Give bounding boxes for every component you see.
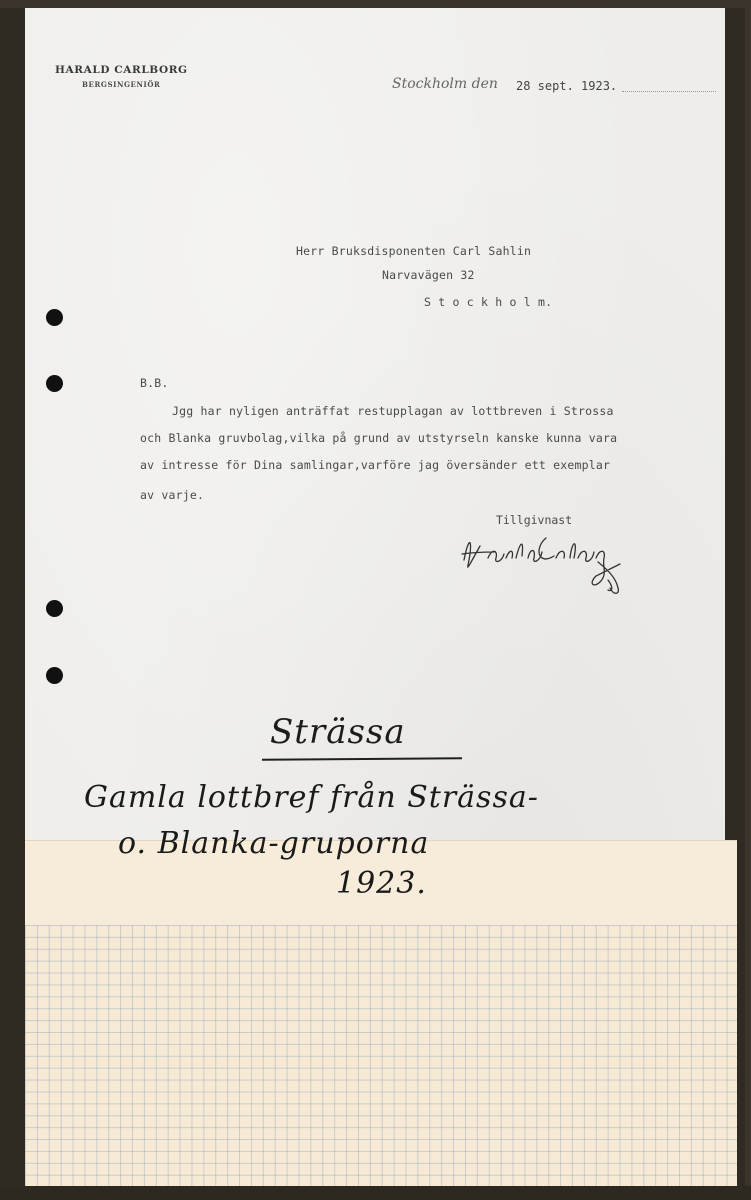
- body-line-4: av varje.: [140, 488, 205, 502]
- annotation-line-3: 1923.: [336, 866, 427, 901]
- punch-hole: [46, 375, 63, 392]
- closing-signoff: Tillgivnast: [496, 513, 573, 527]
- date-dotted-line: [622, 91, 716, 92]
- salutation: B.B.: [140, 376, 169, 390]
- recipient-line-2: Narvavägen 32: [382, 268, 475, 282]
- letterhead-title: BERGSINGENIÖR: [82, 80, 161, 89]
- body-line-3: av intresse för Dina samlingar,varföre jag översänder ett exemplar: [140, 458, 611, 472]
- punch-hole: [46, 667, 63, 684]
- recipient-line-3: S t o c k h o l m.: [424, 295, 553, 309]
- scan-frame-right: [745, 0, 751, 1200]
- body-line-2: och Blanka gruvbolag,vilka på grund av utstyrseln kanske kunna vara: [140, 431, 618, 445]
- punch-hole: [46, 309, 63, 326]
- date-typed: 28 sept. 1923.: [516, 79, 618, 93]
- date-place: Stockholm den: [392, 76, 498, 92]
- punch-hole: [46, 600, 63, 617]
- signature: [458, 518, 648, 602]
- annotation-line-2: o. Blanka-gruporna: [118, 826, 430, 861]
- annotation-line-1: Gamla lottbref från Strässa-: [84, 780, 539, 815]
- scan-frame-bottom: [0, 1186, 751, 1200]
- graph-paper-grid: [25, 925, 737, 1194]
- body-line-1: Jgg har nyligen anträffat restupplagan av lottbreven i Strossa: [172, 404, 614, 418]
- annotation-heading: Strässa: [270, 712, 406, 752]
- recipient-line-1: Herr Bruksdisponenten Carl Sahlin: [296, 244, 532, 258]
- scan-frame-top: [0, 0, 751, 8]
- letterhead-name: HARALD CARLBORG: [55, 64, 188, 76]
